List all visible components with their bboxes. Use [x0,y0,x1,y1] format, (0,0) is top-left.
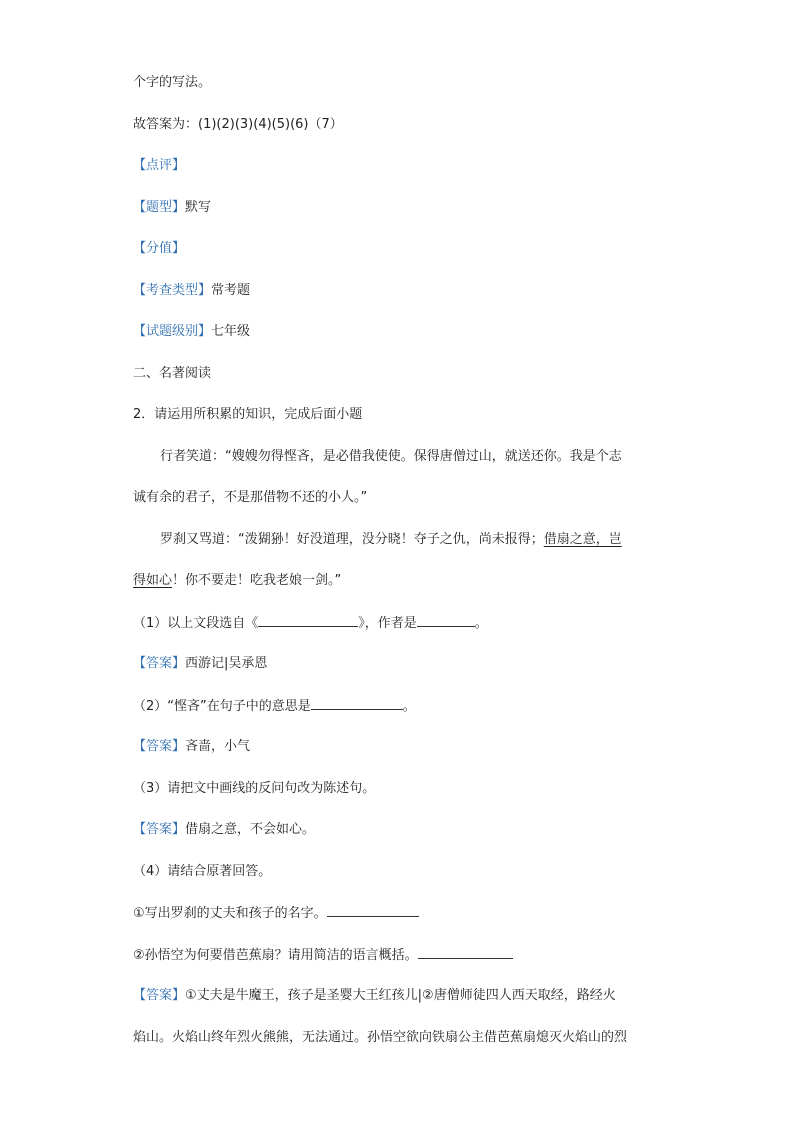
passage-text: 罗刹又骂道：“泼猢狲！好没道理，没分晓！夺子之仇，尚未报得； [160,532,544,547]
grade-level [133,323,250,341]
answer-tag: 【答案】 [133,988,186,1003]
answer-blank [417,614,475,627]
grade-tag: 【试题级别】 [133,324,212,339]
sub-question-2 [133,697,416,716]
answer-blank [311,697,403,710]
sub-question-3: （3）请把文中画线的反问句改为陈述句。 [133,781,376,796]
q2-text: （2）“悭吝”在句子中的意思是 [133,699,311,714]
category-value: 常考题 [211,283,251,298]
answer-blank [418,946,513,959]
q1-text: （1）以上文段选自《 [133,616,259,631]
sub-question-1 [133,614,488,633]
answer-blank [327,904,419,917]
answer-3 [133,821,315,839]
answer-tag: 【答案】 [133,822,186,837]
sub-question-4: （4）请结合原著回答。 [133,864,272,879]
passage-text: ！你不要走！吃我老娘一剑。” [172,573,342,588]
answer-summary: 故答案为：(1)(2)(3)(4)(5)(6)（7） [133,117,343,132]
q4-text: ②孙悟空为何要借芭蕉扇？请用简洁的语言概括。 [133,948,418,963]
grade-value: 七年级 [211,324,251,339]
answer-text: ①丈夫是牛魔王，孩子是圣婴大王红孩儿|②唐僧师徒四人西天取经，路经火 [185,988,616,1003]
exam-category [133,282,250,300]
category-tag: 【考查类型】 [133,283,212,298]
answer-1 [133,655,267,673]
passage-line: 行者笑道：“嫂嫂勿得悭吝，是必借我使使。保得唐僧过山，就送还你。我是个志 [160,449,622,464]
q2-text: 。 [402,699,416,714]
answer-text: 西游记|吴承恩 [185,656,268,671]
q1-text: 》，作者是 [358,616,417,631]
q4-text: ①写出罗刹的丈夫和孩子的名字。 [133,906,327,921]
review-tag: 【点评】 [133,158,186,173]
type-value: 默写 [185,200,212,215]
answer-tag: 【答案】 [133,656,186,671]
answer-4 [133,987,616,1005]
answer-tag: 【答案】 [133,739,186,754]
answer-text: 借扇之意，不会如心。 [185,822,316,837]
score-tag: 【分值】 [133,241,186,256]
type-tag: 【题型】 [133,200,186,215]
sub-question-4-2 [133,946,513,965]
answer-2 [133,738,250,756]
passage-line: 诚有余的君子，不是那借物不还的小人。” [133,490,368,505]
passage-line [160,531,622,549]
sub-question-4-1 [133,904,419,923]
q1-text: 。 [474,616,488,631]
question-title: 2．请运用所积累的知识，完成后面小题 [133,407,363,422]
question-type [133,199,211,217]
answer-text: 吝啬，小气 [185,739,251,754]
text-line: 个字的写法。 [133,75,212,90]
passage-line [133,572,341,590]
underlined-sentence: 得如心 [133,573,173,588]
answer-4-continued: 焰山。火焰山终年烈火熊熊，无法通过。孙悟空欲向铁扇公主借芭蕉扇熄灭火焰山的烈 [133,1030,628,1045]
answer-blank [258,614,358,627]
underlined-sentence: 借扇之意，岂 [543,532,622,547]
section-heading: 二、名著阅读 [133,366,212,381]
